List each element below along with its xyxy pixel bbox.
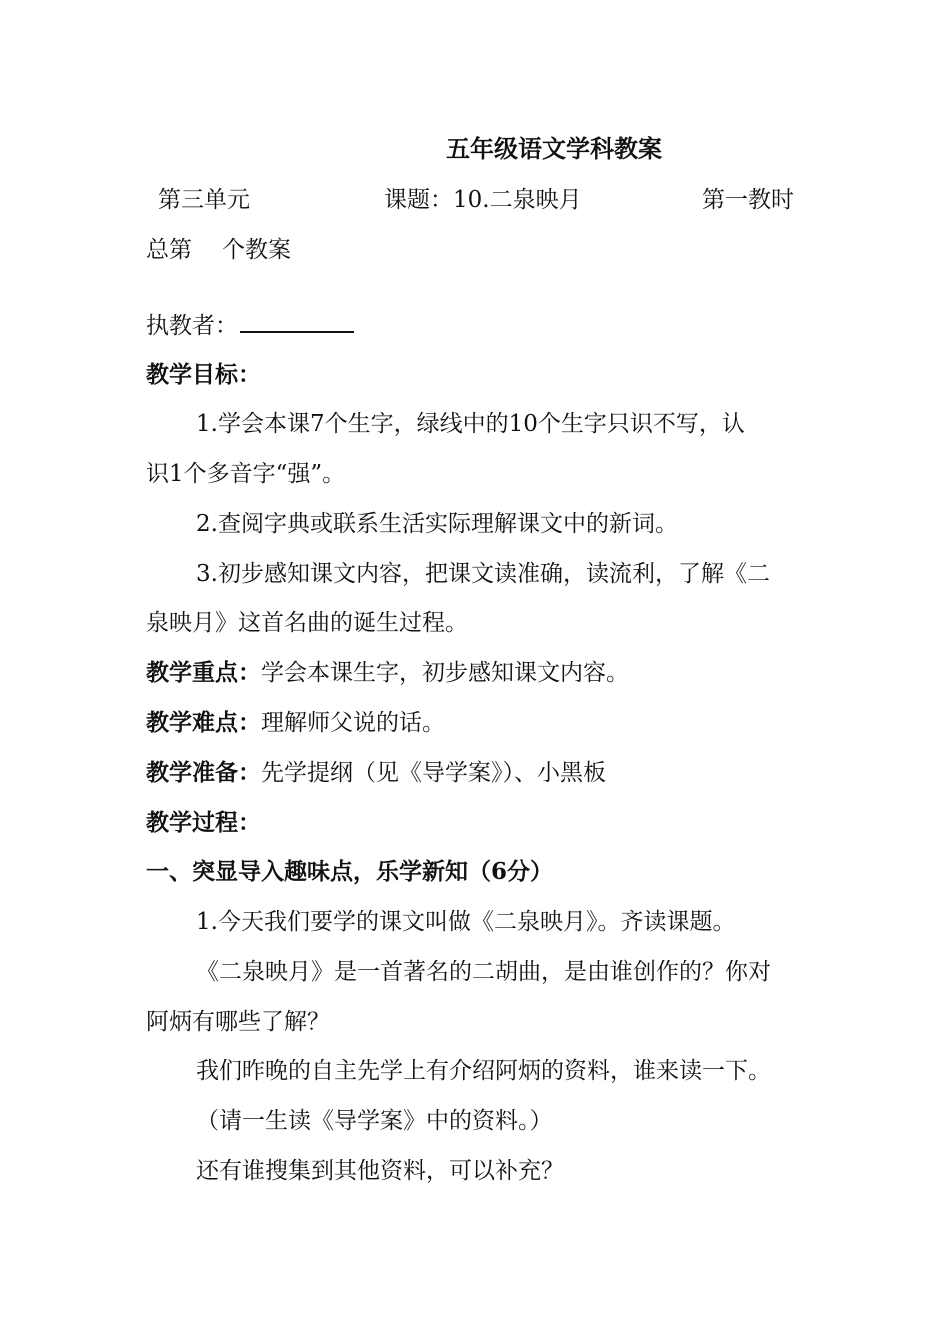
preparation-label: 教学准备： [146,759,261,786]
process-paragraph-5: 还有谁搜集到其他资料，可以补充？ [196,1158,564,1184]
objective-1-line-1: 1.学会本课7个生字，绿线中的10个生字只识不写，认 [196,411,745,437]
process-paragraph-3: 我们昨晚的自主先学上有介绍阿炳的资料，谁来读一下。 [196,1058,771,1084]
key-point-line [146,657,629,689]
key-point-label: 教学重点： [146,659,261,686]
objective-3-line-1: 3.初步感知课文内容，把课文读准确，读流利，了解《二 [196,561,770,587]
total-suffix: 个教案 [222,237,291,263]
objective-2: 2.查阅字典或联系生活实际理解课文中的新词。 [196,511,678,537]
teacher-blank [240,309,354,333]
process-paragraph-4: （请一生读《导学案》中的资料。） [196,1108,553,1134]
teacher-line [146,309,354,342]
section-1-heading: 一、突显导入趣味点，乐学新知（6分） [146,858,554,885]
lesson-title: 课题：10.二泉映月 [384,187,582,213]
objective-1-line-2: 识1个多音字“强”。 [146,461,346,487]
process-heading: 教学过程： [146,809,261,836]
document-title: 五年级语文学科教案 [446,134,662,163]
teacher-label: 执教者： [146,313,238,339]
difficulty-line [146,707,445,739]
process-paragraph-2-line-2: 阿炳有哪些了解？ [146,1009,330,1035]
process-paragraph-1: 1.今天我们要学的课文叫做《二泉映月》。齐读课题。 [196,909,736,935]
preparation-line [146,757,606,789]
unit-label: 第三单元 [158,187,250,213]
difficulty-label: 教学难点： [146,709,261,736]
objective-3-line-2: 泉映月》这首名曲的诞生过程。 [146,610,468,636]
preparation-text: 先学提纲（见《导学案》）、小黑板 [261,760,606,786]
total-count-line [146,234,291,266]
process-paragraph-2-line-1: 《二泉映月》是一首著名的二胡曲，是由谁创作的？你对 [196,959,771,985]
objectives-heading: 教学目标： [146,361,261,388]
total-prefix: 总第 [146,237,192,263]
difficulty-text: 理解师父说的话。 [261,710,445,736]
key-point-text: 学会本课生字，初步感知课文内容。 [261,660,629,686]
period-label: 第一教时 [702,187,794,213]
